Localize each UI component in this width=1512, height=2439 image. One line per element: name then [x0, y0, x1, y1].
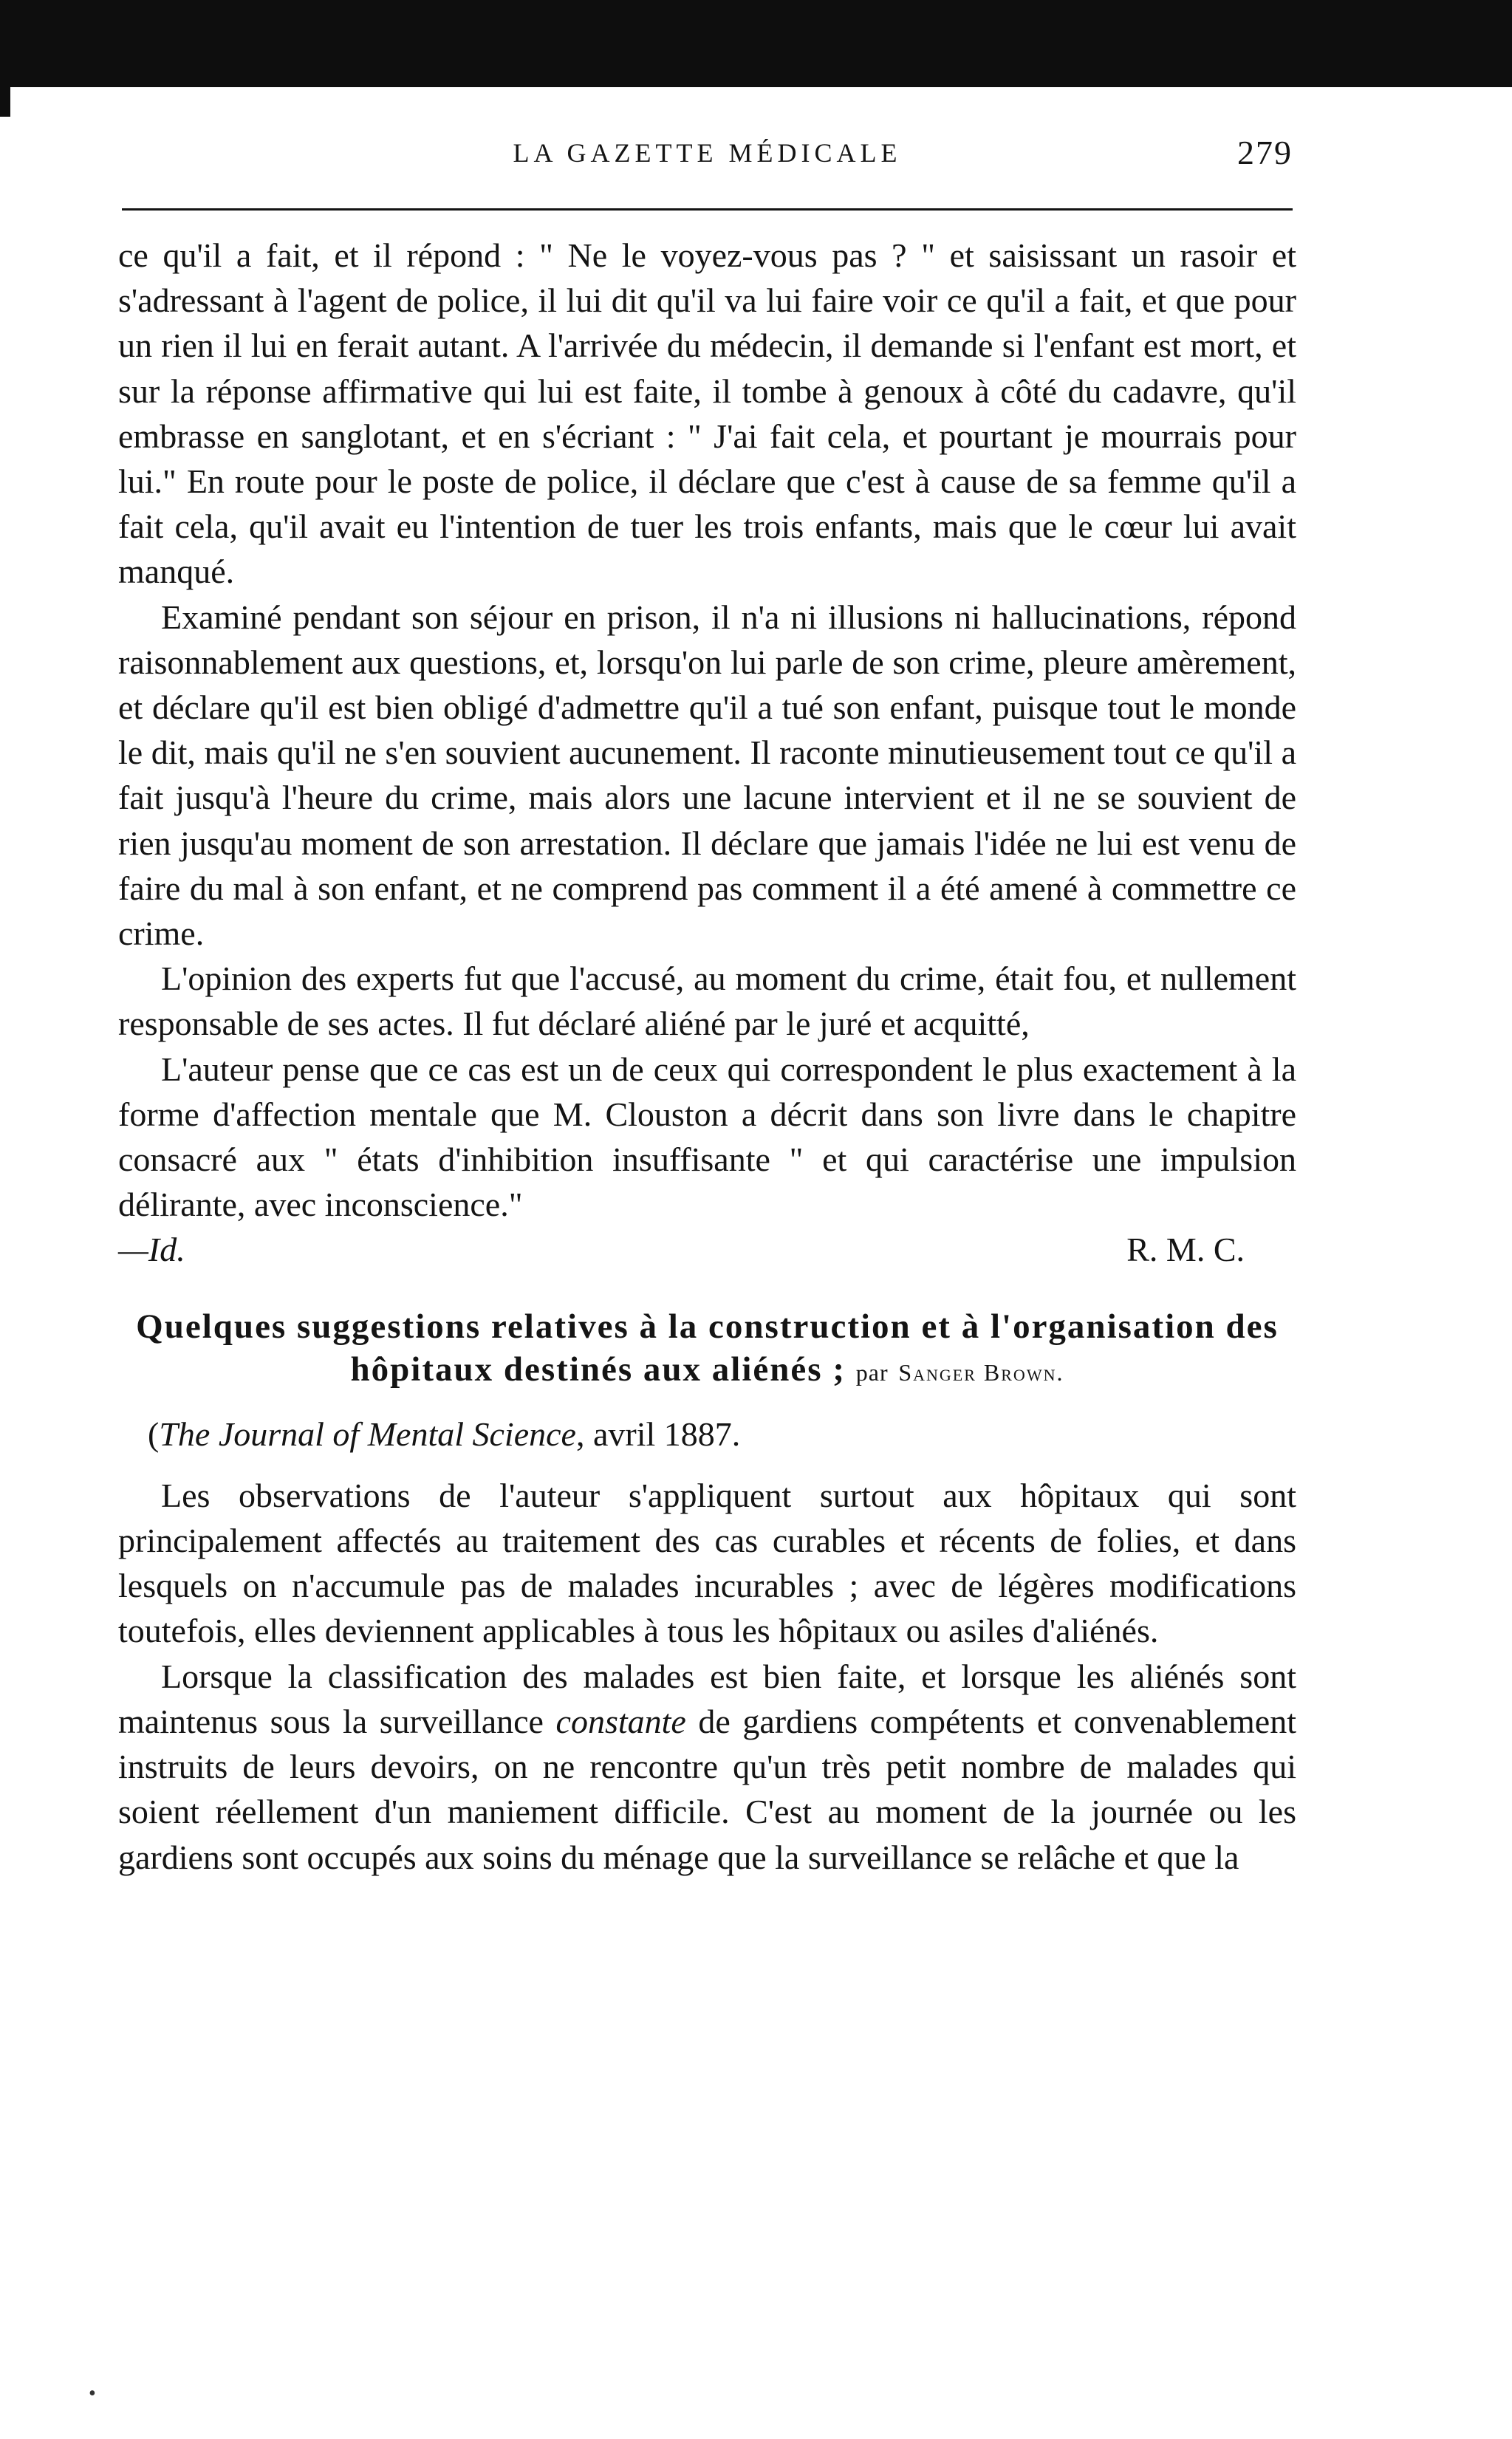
page-body: [118, 233, 1296, 1880]
page-number: 279: [1237, 134, 1293, 171]
article-author-prefix: par: [855, 1358, 889, 1386]
paragraph-observations: Les observations de l'auteur s'appliquent surtout aux hôpitaux qui sont principalement affectés au traitement des cas curables et récents de folies, et dans lesquels on n'accumule pas de malades incurables ; avec de légères modifications toutefois, elles deviennent applicables à tous les hôpitaux ou asiles d'aliénés.: [118, 1476, 1296, 1650]
signature-source: —Id.: [118, 1231, 185, 1269]
citation-date: , avril 1887.: [575, 1415, 741, 1453]
running-title: LA GAZETTE MÉDICALE: [513, 138, 902, 168]
article-citation: [118, 1412, 1296, 1457]
paragraph-author-view: L'auteur pense que ce cas est un de ceux qui correspondent le plus exactement à la forme d'affection mentale que M. Clouston a décrit dans son livre dans le chapitre consacré aux " états d'inhibition insuffisante " et qui caractérise une impulsion délirante, avec inconscience.": [118, 1050, 1296, 1224]
signature-initials: R. M. C.: [1126, 1231, 1245, 1269]
classification-emphasis: constante: [555, 1702, 686, 1740]
scan-speck: •: [89, 2382, 96, 2405]
article-heading: [118, 1305, 1296, 1394]
classification-text-before: Lorsque la classification des malades est bien faite, et lorsque les aliénés sont maintenus sous la surveillance: [118, 1657, 1296, 1740]
paragraph-classification: [118, 1654, 1296, 1880]
classification-text-after: de gardiens compétents et convenablement instruits de leurs devoirs, on ne rencontre qu'un très petit nombre de malades qui soient réellement d'un maniement difficile. C'est au moment de la journée ou les gardiens sont occupés aux soins du ménage que la surveillance se relâche et que la: [118, 1702, 1296, 1876]
header-rule: [122, 208, 1293, 211]
paragraph-continuation: ce qu'il a fait, et il répond : " Ne le voyez-vous pas ? " et saisissant un rasoir et s'adressant à l'agent de police, il lui dit qu'il va lui faire voir ce qu'il a fait, et que pour un rien il lui en ferait autant. A l'arrivée du médecin, il demande si l'enfant est mort, et sur la réponse affirmative qui lui est faite, il tombe à genoux à côté du cadavre, qu'il embrasse en sanglotant, et en s'écriant : " J'ai fait cela, et pourtant je mourrais pour lui." En route pour le poste de police, il déclare que c'est à cause de sa femme qu'il a fait cela, qu'il avait eu l'intention de tuer les trois enfants, mais que le cœur lui avait manqué.: [118, 236, 1296, 591]
citation-open: (: [148, 1415, 160, 1453]
signature-line: [118, 1227, 1296, 1272]
article-title: Quelques suggestions relatives à la construction et à l'organisation des hôpitaux destinés aux aliénés ;: [136, 1307, 1279, 1389]
paragraph-examination: Examiné pendant son séjour en prison, il n'a ni illusions ni hallucinations, répond raisonnablement aux questions, et, lorsqu'on lui parle de son crime, pleure amèrement, et déclare qu'il est bien obligé d'admettre qu'il a tué son enfant, puisque tout le monde le dit, mais qu'il ne s'en souvient aucunement. Il raconte minutieusement tout ce qu'il a fait jusqu'à l'heure du crime, mais alors une lacune intervient et il ne se souvient de rien jusqu'au moment de son arrestation. Il déclare que jamais l'idée ne lui est venu de faire du mal à son enfant, et ne comprend pas comment il a été amené à commettre ce crime.: [118, 598, 1296, 953]
citation-journal: The Journal of Mental Science: [159, 1415, 576, 1453]
paragraph-expert-opinion: L'opinion des experts fut que l'accusé, au moment du crime, était fou, et nullement responsable de ses actes. Il fut déclaré aliéné par le juré et acquitté,: [118, 959, 1296, 1043]
page-header: [122, 133, 1293, 185]
scan-border-top: [0, 0, 1512, 87]
article-author: Sanger Brown.: [898, 1358, 1064, 1386]
scan-border-left: [0, 87, 10, 117]
